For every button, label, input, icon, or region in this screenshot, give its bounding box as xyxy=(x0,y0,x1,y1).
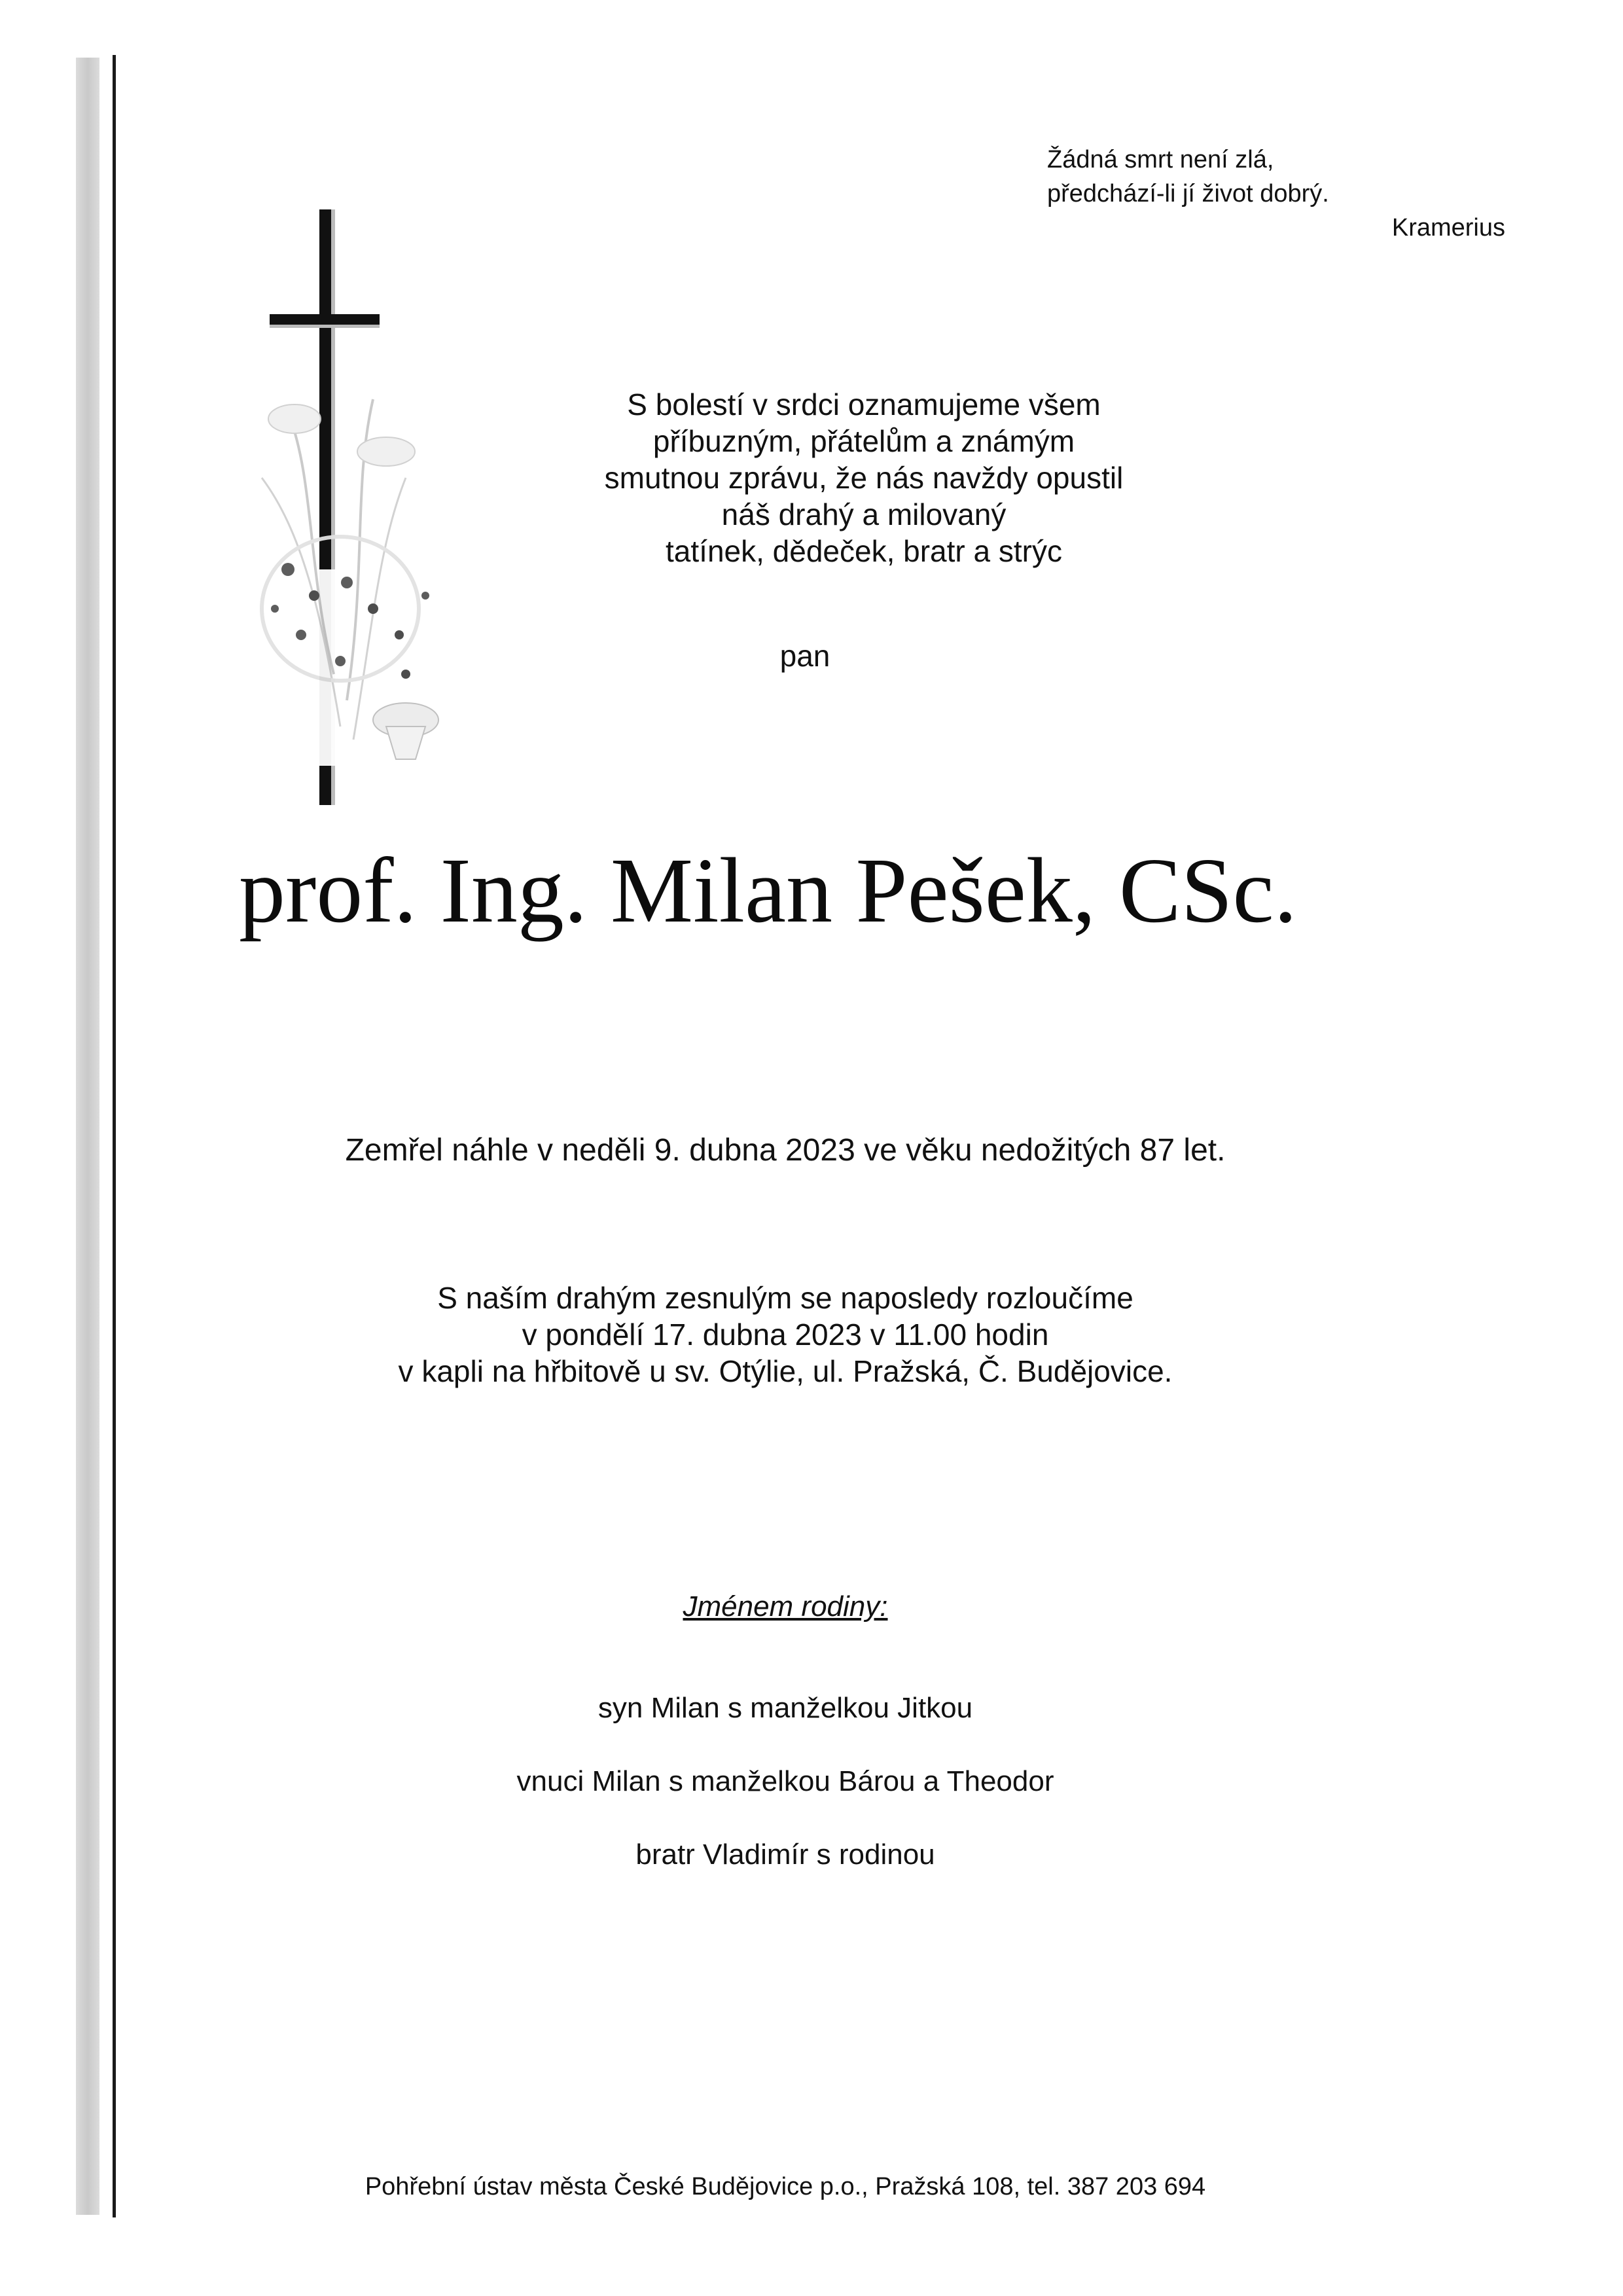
announcement-line: smutnou zprávu, že nás navždy opustil xyxy=(604,461,1124,495)
family-member: vnuci Milan s manželkou Bárou a Theodor xyxy=(516,1765,1054,1797)
farewell-line: S naším drahým zesnulým se naposledy rozloučíme xyxy=(437,1281,1133,1315)
funeral-home-footer: Pohřební ústav města České Budějovice p.o., Pražská 108, tel. 387 203 694 xyxy=(365,2173,1206,2200)
announcement-line: náš drahý a milovaný xyxy=(721,497,1007,531)
announcement-line: příbuzným, přátelům a známým xyxy=(652,424,1075,458)
family-heading: Jménem rodiny: xyxy=(683,1590,888,1623)
salutation: pan xyxy=(779,639,830,673)
announcement-line: S bolestí v srdci oznamujeme všem xyxy=(627,387,1101,422)
left-gray-border xyxy=(76,58,99,2215)
motto-quote xyxy=(1047,143,1505,245)
motto-line-1: Žádná smrt není zlá, xyxy=(1047,146,1274,173)
farewell-line: v pondělí 17. dubna 2023 v 11.00 hodin xyxy=(522,1318,1049,1352)
motto-author: Kramerius xyxy=(1391,214,1505,242)
family-member: bratr Vladimír s rodinou xyxy=(635,1839,935,1871)
farewell-text xyxy=(196,1280,1374,1390)
family-member: syn Milan s manželkou Jitkou xyxy=(597,1692,973,1724)
deceased-name: prof. Ing. Milan Pešek, CSc. xyxy=(239,838,1298,942)
announcement-line: tatínek, dědeček, bratr a strýc xyxy=(666,534,1062,568)
left-black-rule xyxy=(113,55,116,2217)
death-notice: Zemřel náhle v neděli 9. dubna 2023 ve věku nedožitých 87 let. xyxy=(345,1133,1226,1168)
motto-line-2: předchází-li jí život dobrý. xyxy=(1047,180,1329,207)
farewell-line: v kapli na hřbitově u sv. Otýlie, ul. Pražská, Č. Budějovice. xyxy=(398,1354,1173,1388)
announcement-text xyxy=(406,386,1322,569)
family-list xyxy=(196,1692,1374,1912)
